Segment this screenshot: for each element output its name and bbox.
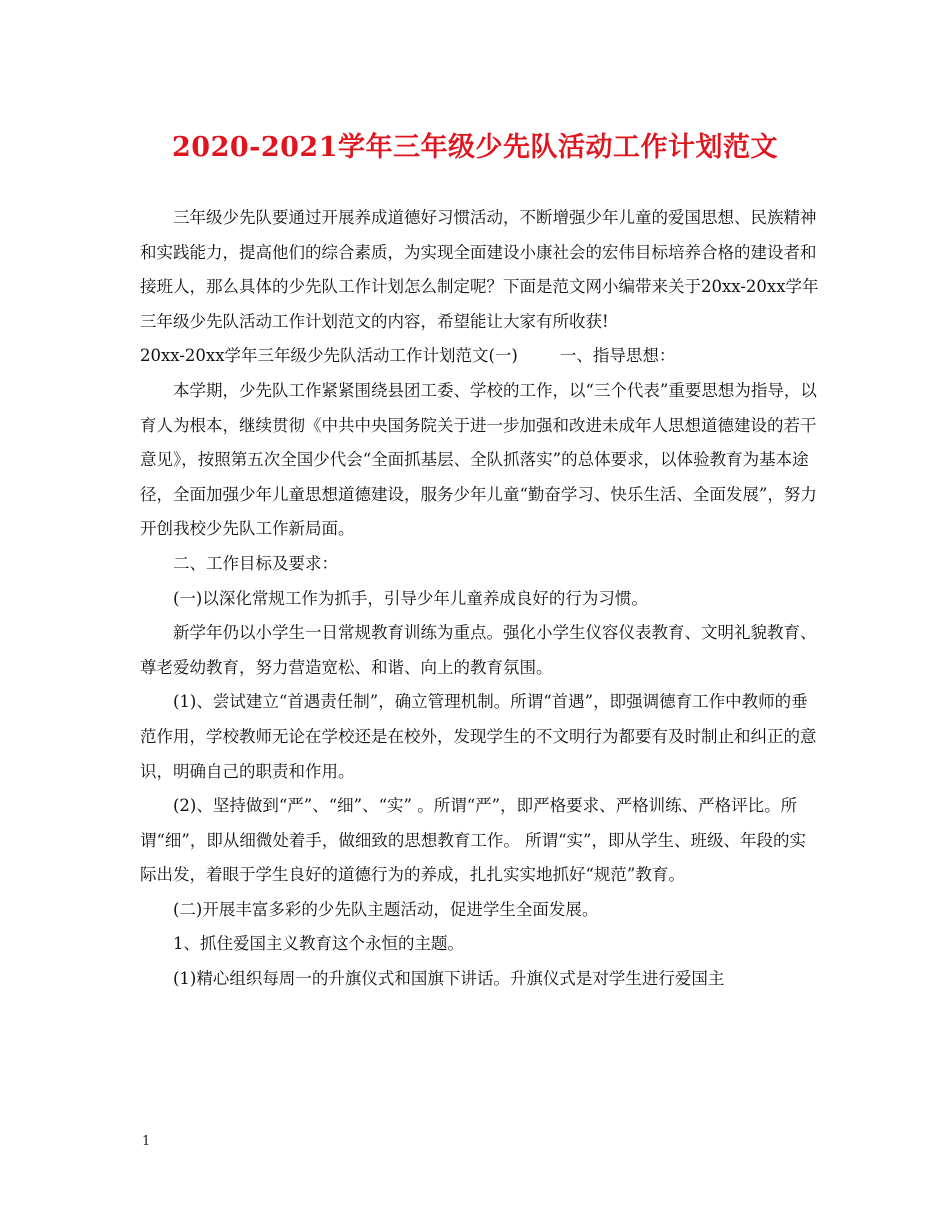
flag-ceremony-paragraph: (1)精心组织每周一的升旗仪式和国旗下讲话。升旗仪式是对学生进行爱国主 — [173, 969, 725, 989]
page-number: 1 — [142, 1134, 151, 1149]
guiding-thought-paragraph: 本学期，少先队工作紧紧围绕县团工委、学校的工作，以“三个代表”重要思想为指导，以育人为根本，继续贯彻《中共中央国务院关于进一步加强和改进未成年人思想道德建设的若干意见》，按照第五次全国少代会“全面抓基层、全队抓落实”的总体要求，以体验教育为基本途径，全面加强少年儿童思想道德建设，服务少年儿童“勤奋学习、快乐生活、全面发展”，努力开创我校少先队工作新局面。 — [140, 380, 817, 539]
guiding-thought-heading: 一、指导思想： — [559, 346, 676, 366]
goal-one-heading: (一)以深化常规工作为抓手，引导少年儿童养成良好的行为习惯。 — [173, 588, 648, 608]
document-title: 2020-2021学年三年级少先队活动工作计划范文 — [172, 132, 778, 163]
strict-detail-solid-paragraph: (2)、坚持做到“严”、“细”、“实” 。所谓“严”，即严格要求、严格训练、严格评比。所谓“细”，即从细微处着手，做细致的思想教育工作。 所谓“实”，即从学生、班级、年段的实际出发，着眼于学生良好的道德行为的养成，扎扎实实地抓好“规范”教育。 — [140, 796, 806, 885]
document-body — [140, 201, 820, 997]
patriotism-heading: 1、抓住爱国主义教育这个永恒的主题。 — [173, 934, 464, 954]
first-responsibility-paragraph: (1)、尝试建立“首遇责任制”，确立管理机制。所谓“首遇”，即强调德育工作中教师的垂范作用，学校教师无论在学校还是在校外，发现学生的不文明行为都要有及时制止和纠正的意识，明确自己的职责和作用。 — [140, 692, 817, 781]
intro-paragraph: 三年级少先队要通过开展养成道德好习惯活动，不断增强少年儿童的爱国思想、民族精神和实践能力，提高他们的综合素质，为实现全面建设小康社会的宏伟目标培养合格的建设者和接班人，那么具体的少先队工作计划怎么制定呢？下面是范文网小编带来关于20xx-20xx学年三年级少先队活动工作计划范文的内容，希望能让大家有所收获! — [140, 208, 819, 331]
section-heading-line — [140, 339, 820, 374]
routine-training-paragraph: 新学年仍以小学生一日常规教育训练为重点。强化小学生仪容仪表教育、文明礼貌教育、尊老爱幼教育，努力营造宽松、和谐、向上的教育氛围。 — [140, 623, 817, 677]
article-heading: 20xx-20xx学年三年级少先队活动工作计划范文(一) — [140, 346, 518, 366]
goals-heading: 二、工作目标及要求： — [173, 553, 338, 573]
goal-two-heading: (二)开展丰富多彩的少先队主题活动，促进学生全面发展。 — [173, 899, 599, 919]
